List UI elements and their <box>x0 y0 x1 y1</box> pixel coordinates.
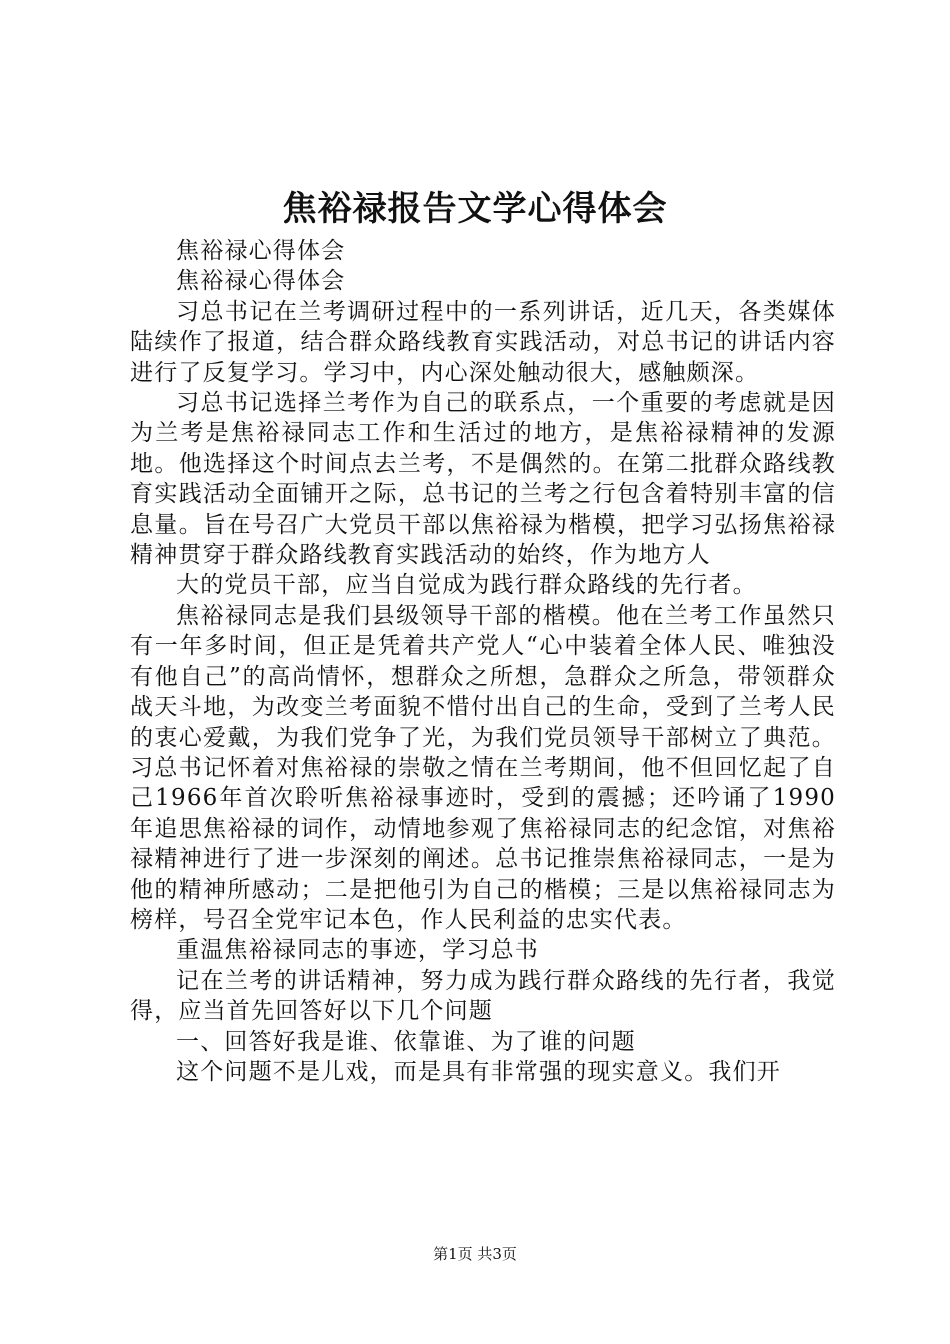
paragraph: 焦裕禄心得体会 <box>176 268 346 295</box>
paragraph: 这个问题不是儿戏，而是具有非常强的现实意义。我们开 <box>176 1058 781 1085</box>
paragraph: 焦裕禄心得体会 <box>176 238 346 264</box>
page-footer: 第1页 共3页 <box>433 1245 517 1263</box>
paragraph: 一、回答好我是谁、依靠谁、为了谁的问题 <box>176 1028 636 1055</box>
paragraph: 习总书记选择兰考作为自己的联系点，一个重要的考虑就是因为兰考是焦裕禄同志工作和生活过的地方，是焦裕禄精神的发源地。他选择这个时间点去兰考，不是偶然的。在第二批群众路线教育实践活动全面铺开之际，总书记的兰考之行包含着特别丰富的信息量。旨在号召广大党员干部以焦裕禄为楷模，把学习弘扬焦裕禄精神贯穿于群众路线教育实践活动的始终，作为地方人 <box>130 390 836 569</box>
paragraph: 焦裕禄同志是我们县级领导干部的楷模。他在兰考工作虽然只有一年多时间，但正是凭着共产党人“心中装着全体人民、唯独没有他自己”的高尚情怀，想群众之所想，急群众之所急，带领群众战天斗地，为改变兰考面貌不惜付出自己的生命，受到了兰考人民的衷心爱戴，为我们党争了光，为我们党员领导干部树立了典范。习总书记怀着对焦裕禄的崇敬之情在兰考期间，他不但回忆起了自己1966年首次聆听焦裕禄事迹时，受到的震撼；还吟诵了1990年追思焦裕禄的词作，动情地参观了焦裕禄同志的纪念馆，对焦裕禄精神进行了进一步深刻的阐述。总书记推崇焦裕禄同志，一是为他的精神所感动；二是把他引为自己的楷模；三是以焦裕禄同志为榜样，号召全党牢记本色，作人民利益的忠实代表。 <box>130 602 836 933</box>
paragraph: 记在兰考的讲话精神，努力成为践行群众路线的先行者，我觉得，应当首先回答好以下几个问题 <box>130 967 836 1025</box>
paragraph: 习总书记在兰考调研过程中的一系列讲话，近几天，各类媒体陆续作了报道，结合群众路线教育实践活动，对总书记的讲话内容进行了反复学习。学习中，内心深处触动很大，感触颇深。 <box>130 298 836 386</box>
paragraph: 大的党员干部，应当自觉成为践行群众路线的先行者。 <box>176 572 757 599</box>
document-title: 焦裕禄报告文学心得体会 <box>282 189 668 229</box>
paragraph: 重温焦裕禄同志的事迹，学习总书 <box>176 937 539 964</box>
document-body <box>130 236 836 1087</box>
